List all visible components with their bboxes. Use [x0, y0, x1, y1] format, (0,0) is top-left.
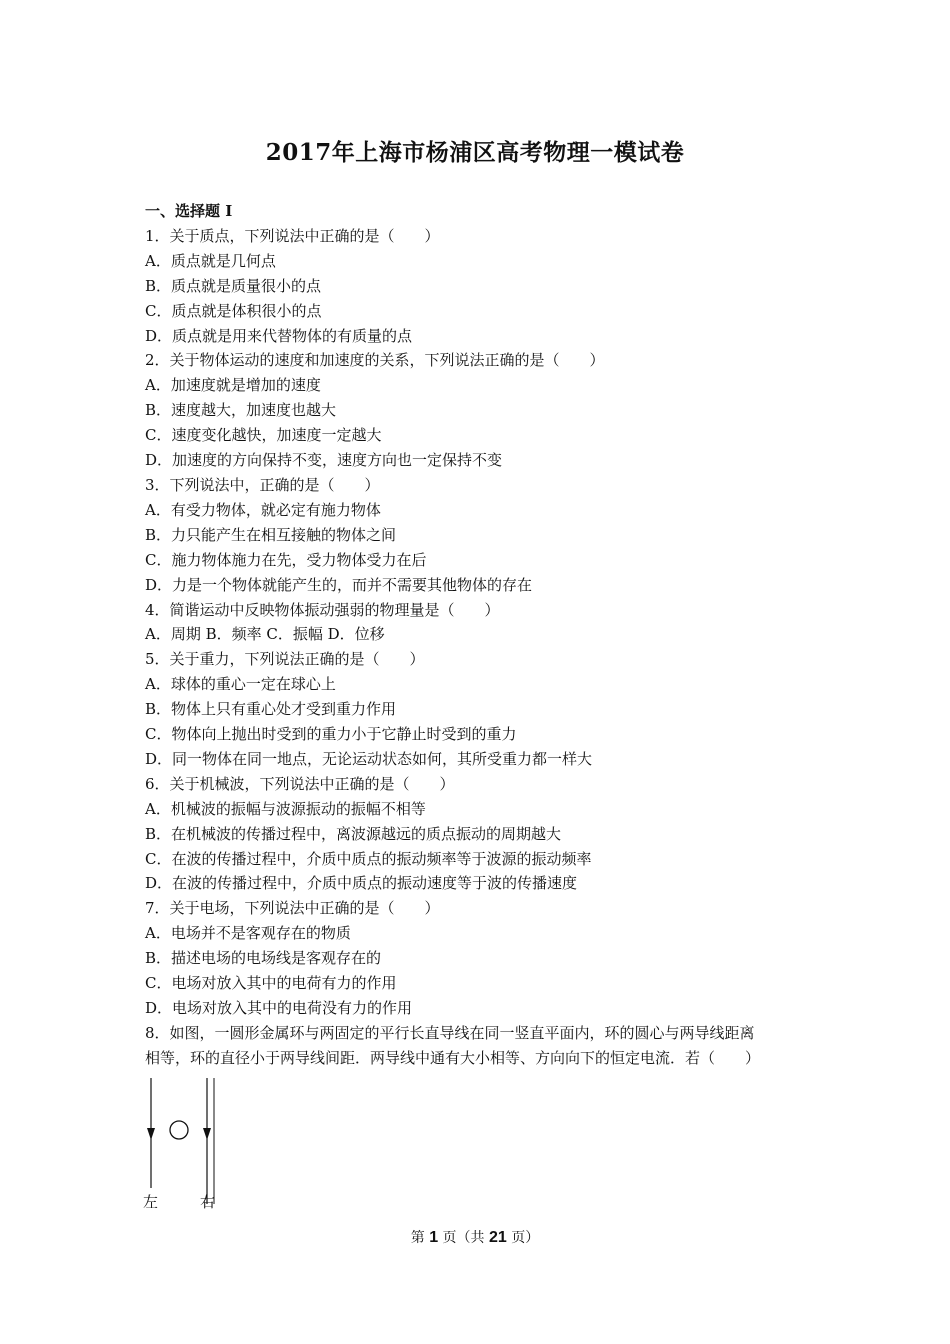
q4-options: A．周期 B．频率 C．振幅 D．位移 [145, 625, 385, 644]
question-list [145, 199, 815, 1071]
q4-stem: 4．简谐运动中反映物体振动强弱的物理量是（ ） [145, 600, 500, 619]
q7-option-a: A．电场并不是客观存在的物质 [145, 924, 351, 943]
q6-option-b: B．在机械波的传播过程中，离波源越远的质点振动的周期越大 [145, 824, 562, 843]
right-current-arrow-icon [203, 1128, 211, 1140]
footer-prefix: 第 [410, 1230, 430, 1246]
q1-option-b: B．质点就是质量很小的点 [145, 276, 322, 295]
q5-stem: 5．关于重力，下列说法正确的是（ ） [145, 650, 425, 669]
section-heading: 一、选择题 I [145, 202, 233, 220]
footer-page-number: 1 [429, 1229, 439, 1246]
q5-option-d: D．同一物体在同一地点，无论运动状态如何，其所受重力都一样大 [145, 749, 593, 768]
q3-option-c: C．施力物体施力在先，受力物体受力在后 [145, 550, 427, 569]
q1-option-d: D．质点就是用来代替物体的有质量的点 [145, 326, 413, 345]
label-right: 右 [200, 1193, 216, 1211]
label-left: 左 [143, 1193, 159, 1211]
q6-option-d: D．在波的传播过程中，介质中质点的振动速度等于波的传播速度 [145, 874, 578, 893]
wire-ring-figure [143, 1074, 233, 1216]
q1-option-a: A．质点就是几何点 [145, 251, 276, 270]
q2-option-b: B．速度越大，加速度也越大 [145, 401, 337, 420]
footer-suffix: 页） [506, 1230, 540, 1246]
q3-option-d: D．力是一个物体就能产生的，而并不需要其他物体的存在 [145, 575, 533, 594]
q3-stem: 3．下列说法中，正确的是（ ） [145, 475, 380, 494]
q8-stem-line1: 8．如图，一圆形金属环与两固定的平行长直导线在同一竖直平面内，环的圆心与两导线距离 [145, 1023, 755, 1042]
q5-option-c: C．物体向上抛出时受到的重力小于它静止时受到的重力 [145, 725, 517, 744]
q6-stem: 6．关于机械波，下列说法中正确的是（ ） [145, 774, 455, 793]
q8-stem-line2: 相等，环的直径小于两导线间距．两导线中通有大小相等、方向向下的恒定电流．若（ ） [145, 1048, 761, 1067]
q7-option-d: D．电场对放入其中的电荷没有力的作用 [145, 999, 413, 1017]
left-current-arrow-icon [147, 1128, 155, 1140]
footer-middle: 页（共 [438, 1230, 489, 1246]
metal-ring-icon [170, 1121, 188, 1139]
q2-stem: 2．关于物体运动的速度和加速度的关系，下列说法正确的是（ ） [145, 351, 605, 370]
q7-option-b: B．描述电场的电场线是客观存在的 [145, 949, 382, 968]
q1-option-c: C．质点就是体积很小的点 [145, 301, 322, 320]
q6-option-c: C．在波的传播过程中，介质中质点的振动频率等于波源的振动频率 [145, 849, 592, 868]
q6-option-a: A．机械波的振幅与波源振动的振幅不相等 [145, 799, 426, 818]
q5-option-b: B．物体上只有重心处才受到重力作用 [145, 700, 397, 719]
q2-option-a: A．加速度就是增加的速度 [145, 376, 321, 395]
q2-option-d: D．加速度的方向保持不变，速度方向也一定保持不变 [145, 451, 503, 470]
page-title: 2017年上海市杨浦区高考物理一模试卷 [265, 139, 685, 166]
q3-option-b: B．力只能产生在相互接触的物体之间 [145, 525, 397, 544]
page-footer [0, 1227, 950, 1247]
q7-stem: 7．关于电场，下列说法中正确的是（ ） [145, 899, 440, 918]
q5-option-a: A．球体的重心一定在球心上 [145, 675, 336, 694]
q2-option-c: C．速度变化越快，加速度一定越大 [145, 426, 382, 445]
q1-stem: 1．关于质点，下列说法中正确的是（ ） [145, 226, 440, 245]
q3-option-a: A．有受力物体，就必定有施力物体 [145, 500, 381, 519]
footer-total-pages: 21 [489, 1229, 507, 1246]
q7-option-c: C．电场对放入其中的电荷有力的作用 [145, 974, 397, 993]
